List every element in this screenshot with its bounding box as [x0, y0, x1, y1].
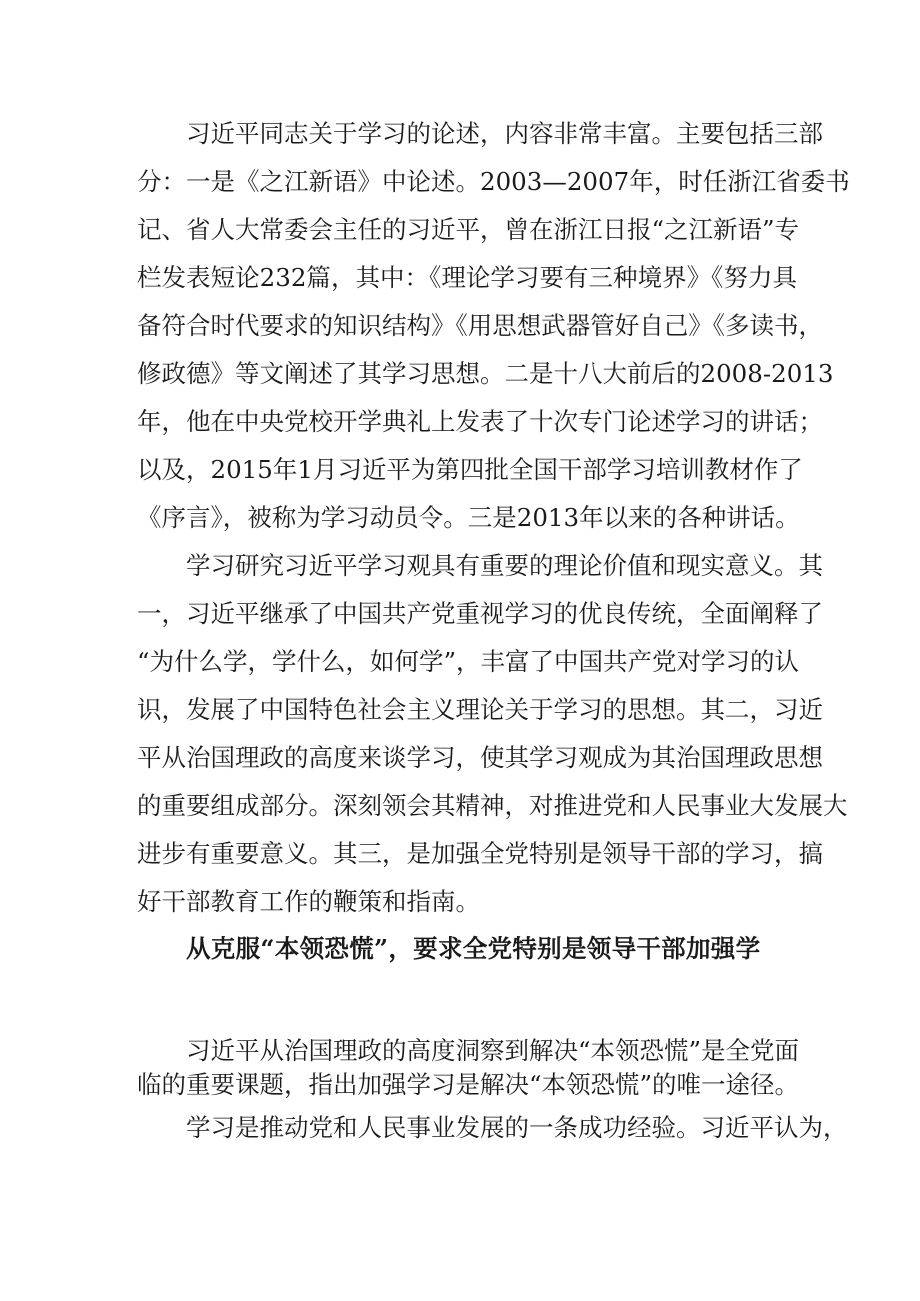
- paragraph-1-line-7: 年，他在中央党校开学典礼上发表了十次专门论述学习的讲话；: [137, 407, 823, 436]
- paragraph-1-line-5: 备符合时代要求的知识结构》《用思想武器管好自己》《多读书，: [137, 311, 823, 340]
- paragraph-1-line-3: 记、省人大常委会主任的习近平，曾在浙江日报“之江新语”专: [137, 215, 800, 244]
- paragraph-1-line-2: 分：一是《之江新语》中论述。2003—2007年，时任浙江省委书: [137, 167, 850, 196]
- paragraph-2-line-7: 进步有重要意义。其三，是加强全党特别是领导干部的学习，搞: [137, 839, 823, 868]
- paragraph-2-line-3: “为什么学，学什么，如何学”，丰富了中国共产党对学习的认: [137, 647, 800, 676]
- paragraph-1-line-8: 以及，2015年1月习近平为第四批全国干部学习培训教材作了: [137, 455, 803, 484]
- paragraph-2-line-4: 识，发展了中国特色社会主义理论关于学习的思想。其二，习近: [137, 695, 823, 724]
- paragraph-2-line-2: 一，习近平继承了中国共产党重视学习的优良传统，全面阐释了: [137, 599, 823, 628]
- paragraph-3-line-2: 临的重要课题，指出加强学习是解决“本领恐慌”的唯一途径。: [137, 1070, 800, 1099]
- paragraph-3-line-1: 习近平从治国理政的高度洞察到解决“本领恐慌”是全党面: [186, 1036, 800, 1065]
- paragraph-2-line-5: 平从治国理政的高度来谈学习，使其学习观成为其治国理政思想: [137, 743, 823, 772]
- paragraph-1-line-4: 栏发表短论232篇，其中：《理论学习要有三种境界》《努力具: [137, 263, 797, 292]
- section-heading: 从克服“本领恐慌”，要求全党特别是领导干部加强学: [186, 934, 761, 963]
- paragraph-2-line-8: 好干部教育工作的鞭策和指南。: [137, 887, 480, 916]
- paragraph-2-line-1: 学习研究习近平学习观具有重要的理论价值和现实意义。其: [186, 551, 823, 580]
- paragraph-2-line-6: 的重要组成部分。深刻领会其精神，对推进党和人民事业大发展大: [137, 791, 848, 820]
- paragraph-1-line-6: 修政德》等文阐述了其学习思想。二是十八大前后的2008-2013: [137, 359, 834, 388]
- paragraph-1-line-9: 《序言》，被称为学习动员令。三是2013年以来的各种讲话。: [137, 503, 800, 532]
- paragraph-1-line-1: 习近平同志关于学习的论述，内容非常丰富。主要包括三部: [186, 119, 823, 148]
- paragraph-4-line-1: 学习是推动党和人民事业发展的一条成功经验。习近平认为，: [186, 1113, 848, 1142]
